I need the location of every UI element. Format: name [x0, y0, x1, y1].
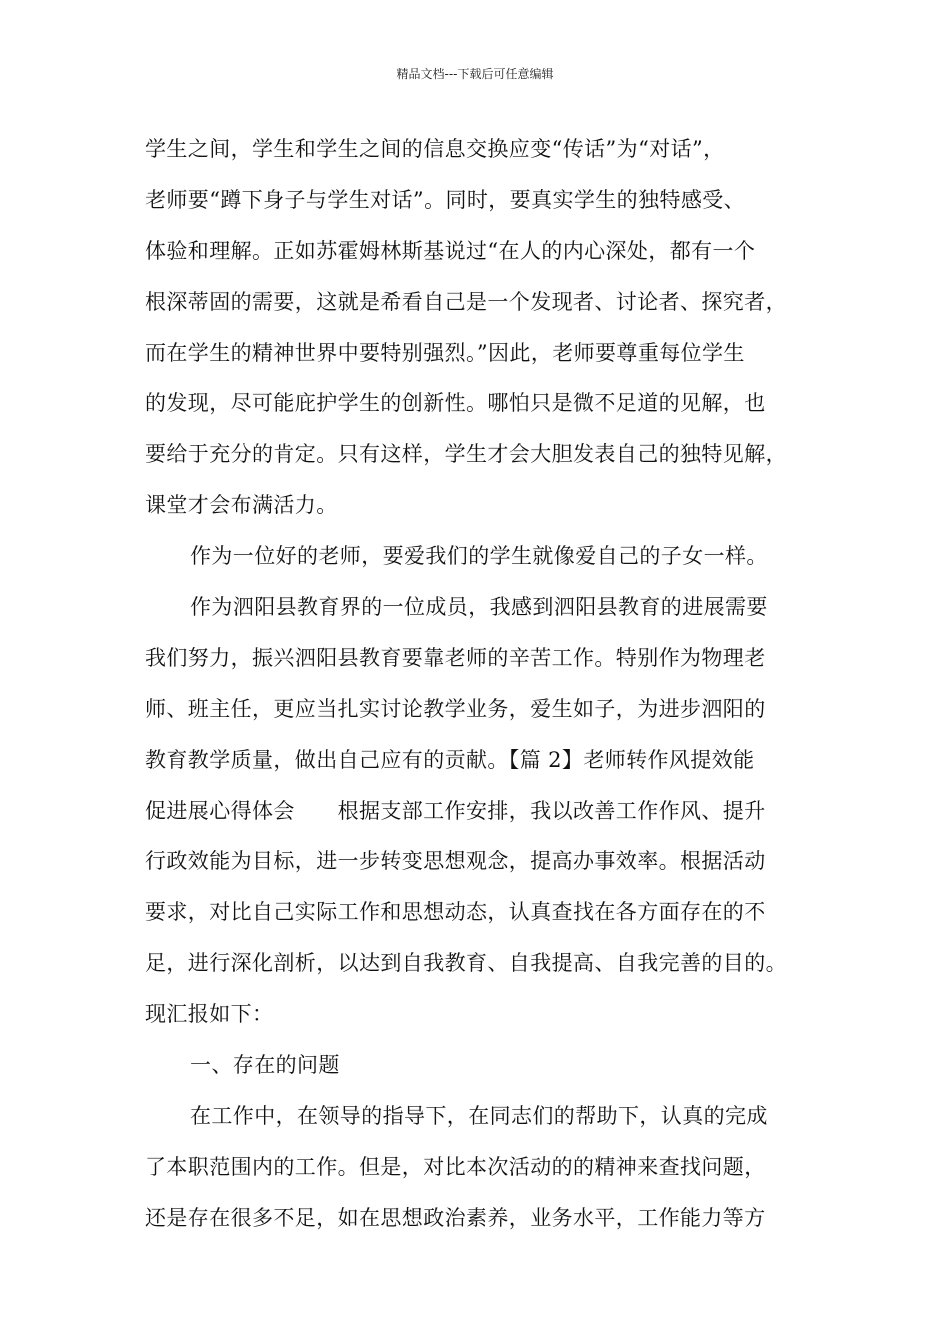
body-line: 促进展心得体会 根据支部工作安排，我以改善工作作风、提升 — [145, 798, 766, 823]
body-line: 要求，对比自己实际工作和思想动态，认真查找在各方面存在的不 — [145, 900, 766, 925]
body-line: 学生之间，学生和学生之间的信息交换应变“传话”为“对话”， — [145, 137, 725, 161]
body-line: 还是存在很多不足，如在思想政治素养，业务水平，工作能力等方 — [145, 1205, 766, 1230]
body-line: 师、班主任，更应当扎实讨论教学业务，爱生如子，为进步泗阳的 — [145, 696, 766, 721]
paragraph-line: 在工作中，在领导的指导下，在同志们的帮助下，认真的完成 — [190, 1103, 768, 1128]
body-line: 而在学生的精神世界中要特别强烈。”因此，老师要尊重每位学生 — [145, 340, 745, 365]
body-line: 根深蒂固的需要，这就是希看自己是一个发现者、讨论者、探究者， — [145, 289, 787, 314]
document-body — [145, 124, 825, 1244]
body-line: 教育教学质量，做出自己应有的贡献。【篇 2】老师转作风提效能 — [145, 747, 755, 772]
body-line: 我们努力，振兴泗阳县教育要靠老师的辛苦工作。特别作为物理老 — [145, 645, 766, 670]
body-line: 行政效能为目标，进一步转变思想观念，提高办事效率。根据活动 — [145, 849, 766, 874]
body-line: 了本职范围内的工作。但是，对比本次活动的的精神来查找问题， — [145, 1154, 766, 1179]
body-line: 的发现，尽可能庇护学生的创新性。哪怕只是微不足道的见解，也 — [145, 391, 766, 416]
body-line: 要给于充分的肯定。只有这样，学生才会大胆发表自己的独特见解， — [145, 442, 787, 467]
paragraph-line: 作为泗阳县教育界的一位成员，我感到泗阳县教育的进展需要 — [190, 595, 768, 620]
paragraph-line: 作为一位好的老师，要爱我们的学生就像爱自己的子女一样。 — [190, 544, 768, 569]
body-line: 老师要“蹲下身子与学生对话”。同时，要真实学生的独特感受、 — [145, 187, 746, 212]
body-line: 现汇报如下： — [145, 1002, 274, 1027]
page-header: 精品文档---下载后可任意编辑 — [396, 67, 554, 81]
body-line: 体验和理解。正如苏霍姆林斯基说过“在人的内心深处，都有一个 — [145, 238, 756, 263]
section-heading: 一、存在的问题 — [190, 1053, 340, 1078]
body-line: 足，进行深化剖析，以达到自我教育、自我提高、自我完善的目的。 — [145, 951, 787, 976]
body-line: 课堂才会布满活力。 — [145, 493, 338, 518]
